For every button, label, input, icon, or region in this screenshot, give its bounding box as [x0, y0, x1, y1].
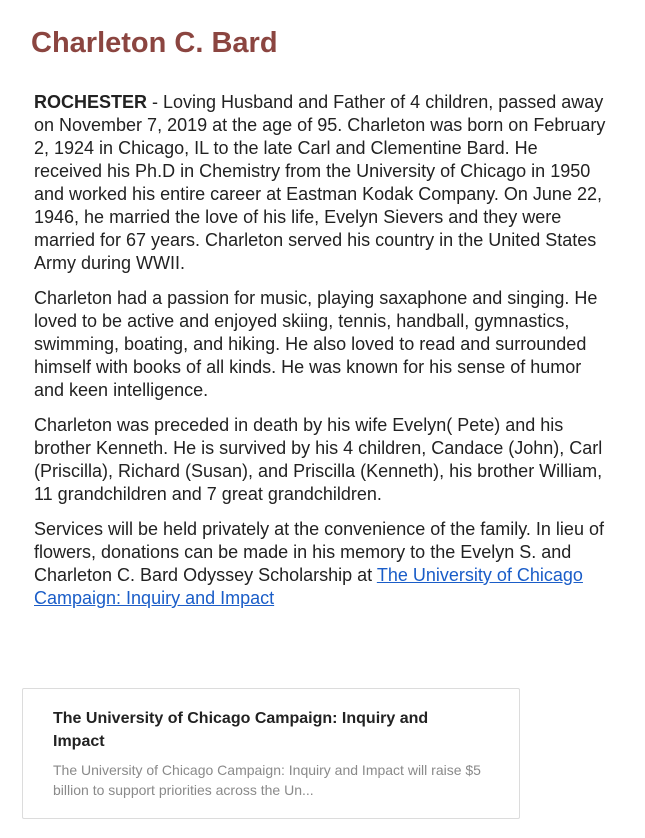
paragraph-3-text: Charleton was preceded in death by his wife Evelyn( Pete) and his brother Kenneth. He is survived by his 4 children, Candace (John), Carl (Priscilla), Richard (Susan), and Priscilla (Kenneth), his brother William, 11 grandchildren and 7 great grandchildren. [34, 415, 603, 504]
obituary-paragraph-3 [34, 414, 606, 506]
obituary-paragraph-4 [34, 518, 606, 610]
paragraph-2-text: Charleton had a passion for music, playing saxaphone and singing. He loved to be active and enjoyed skiing, tennis, handball, gymnastics, swimming, boating, and hiking. He also loved to read and surrounded himself with books of all kinds. He was known for his sense of humor and keen intelligence. [34, 288, 598, 400]
paragraph-4-text: Services will be held privately at the convenience of the family. In lieu of flowers, donations can be made in his memory to the Evelyn S. and Charleton C. Bard Odyssey Scholarship at [34, 519, 604, 585]
page-title: Charleton C. Bard [31, 27, 278, 59]
campaign-link[interactable]: The University of Chicago Campaign: Inquiry and Impact [34, 565, 583, 608]
link-preview-description: The University of Chicago Campaign: Inquiry and Impact will raise $5 billion to support priorities across the Un... [53, 762, 481, 798]
obituary-body [34, 91, 606, 622]
dateline: ROCHESTER [34, 92, 148, 112]
link-preview-title: The University of Chicago Campaign: Inquiry and Impact [53, 710, 429, 750]
paragraph-1-text: - Loving Husband and Father of 4 children, passed away on November 7, 2019 at the age of 95. Charleton was born on February 2, 1924 in Chicago, IL to the late Carl and Clementine Bard. He received his Ph.D in Chemistry from the University of Chicago in 1950 and worked his entire career at Eastman Kodak Company. On June 22, 1946, he married the love of his life, Evelyn Sievers and they were married for 67 years. Charleton served his country in the United States Army during WWII. [34, 92, 606, 273]
obituary-paragraph-1 [34, 91, 606, 275]
link-preview-card[interactable] [22, 688, 520, 819]
obituary-paragraph-2 [34, 287, 606, 402]
